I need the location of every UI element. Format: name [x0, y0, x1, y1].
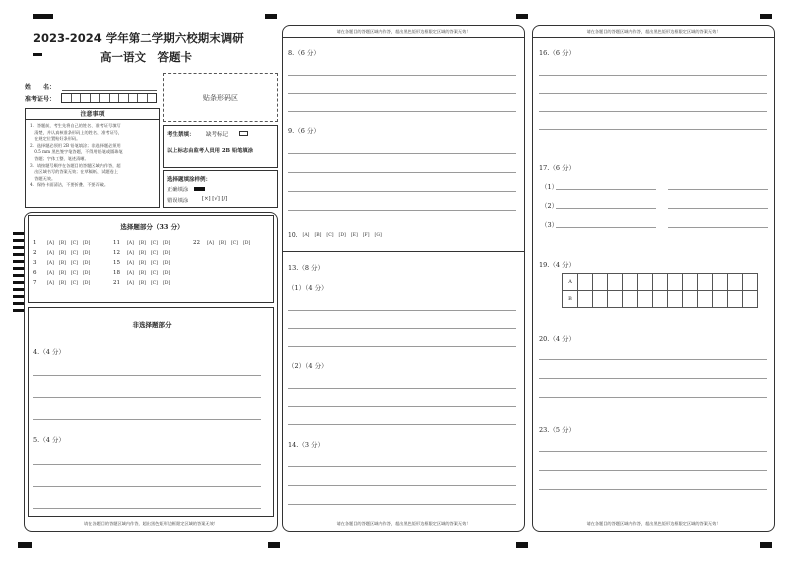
option-bubble[interactable]: [B] — [138, 280, 146, 286]
answer-line[interactable] — [556, 189, 656, 190]
option-bubble[interactable]: [A] — [47, 250, 54, 256]
option-bubble[interactable]: [A] — [47, 260, 54, 266]
grid-cell[interactable] — [623, 291, 638, 308]
question-13-2-label: （2）（4 分） — [288, 362, 328, 370]
mc-question-number: 7 — [33, 280, 37, 286]
answer-line[interactable] — [288, 210, 516, 211]
option-bubble[interactable]: [C] — [70, 240, 78, 246]
answer-line[interactable] — [33, 419, 261, 420]
grid-cell[interactable] — [698, 274, 713, 291]
name-label: 姓 名： — [25, 84, 56, 91]
mc-question-row — [113, 280, 170, 286]
answer-line[interactable] — [539, 451, 767, 452]
middle-answer-panel — [282, 25, 525, 532]
notice-line: 清楚，并认真核准条形码上的姓名、准考证号， — [30, 129, 123, 135]
notice-line: 2．选择题必须用 2B 铅笔填涂；非选择题必须用 — [30, 142, 121, 148]
notice-line: 4．保持卡面清洁，不要折叠、不要弄破。 — [30, 182, 109, 188]
option-bubble[interactable]: [D] — [82, 250, 91, 256]
question-19-grid — [562, 273, 758, 308]
mc-section — [28, 215, 274, 303]
grid-cell[interactable] — [638, 274, 653, 291]
answer-line[interactable] — [539, 93, 767, 94]
option-bubble[interactable]: [B] — [58, 260, 66, 266]
mc-question-row — [33, 250, 90, 256]
positioning-mark — [516, 542, 528, 548]
answer-line[interactable] — [668, 227, 768, 228]
question-19-label: 19.（4 分） — [539, 261, 576, 269]
footer-notice: 请在各题目的答题区域内作答，超出黑色矩形边框限定区域的答案无效！ — [336, 521, 471, 526]
option-bubble[interactable]: [B] — [218, 240, 226, 246]
grid-cell[interactable] — [578, 274, 593, 291]
exam-id-label: 准考证号： — [25, 96, 56, 103]
question-8-label: 8.（6 分） — [288, 49, 320, 57]
option-bubble[interactable]: [A] — [207, 240, 214, 246]
grid-cell[interactable] — [668, 291, 683, 308]
grid-cell[interactable] — [638, 291, 653, 308]
option-bubble[interactable]: [A] — [127, 280, 134, 286]
mc-question-row — [113, 250, 170, 256]
answer-line[interactable] — [288, 485, 516, 486]
absent-mark-label: 缺考标记 — [206, 132, 229, 138]
option-bubble[interactable]: [D] — [242, 240, 251, 246]
answer-line[interactable] — [539, 129, 767, 130]
grid-cell[interactable] — [698, 291, 713, 308]
grid-row-label: A — [563, 274, 578, 291]
option-bubble[interactable]: [B] — [58, 250, 66, 256]
option-bubble[interactable]: [C] — [70, 260, 78, 266]
grid-cell[interactable] — [743, 274, 758, 291]
mc-question-number: 18 — [113, 270, 120, 276]
wrong-fill-label: 错误填涂 — [167, 198, 189, 204]
answer-line[interactable] — [539, 489, 767, 490]
option-bubble[interactable]: [A] — [127, 260, 134, 266]
option-bubble[interactable]: [F] — [362, 233, 370, 238]
barcode-area — [163, 73, 278, 122]
notice-line: 在规定位置贴好条形码。 — [30, 136, 81, 142]
mc-question-row — [33, 280, 90, 286]
exam-title: 2023-2024 学年第二学期六校期末调研 — [33, 31, 244, 45]
mc-question-number: 2 — [33, 250, 37, 256]
mc-question-number: 11 — [113, 240, 120, 246]
option-bubble[interactable]: [B] — [138, 250, 146, 256]
absent-mark-box[interactable] — [239, 131, 248, 136]
answer-line[interactable] — [33, 397, 261, 398]
prohibited-label: 考生禁填： — [167, 132, 195, 138]
option-bubble[interactable]: [A] — [47, 240, 54, 246]
option-bubble[interactable]: [C] — [150, 240, 158, 246]
positioning-mark — [516, 14, 528, 19]
question-10-label: 10. — [288, 232, 298, 239]
grid-cell[interactable] — [743, 291, 758, 308]
divider — [532, 37, 775, 38]
answer-line[interactable] — [668, 208, 768, 209]
footer-notice: 请在各题目的答题区域内作答，超出黑色矩形边框限定区域的答案无效！ — [83, 521, 218, 526]
mc-question-row — [33, 270, 90, 276]
option-bubble[interactable]: [D] — [82, 280, 91, 286]
header-notice: 请在各题目的答题区域内作答，超出黑色矩形边框限定区域的答案无效！ — [336, 29, 471, 34]
answer-line[interactable] — [288, 406, 516, 407]
answer-line[interactable] — [288, 172, 516, 173]
option-bubble[interactable]: [A] — [127, 270, 134, 276]
option-bubble[interactable]: [C] — [150, 250, 158, 256]
positioning-mark — [33, 14, 53, 19]
grid-cell[interactable] — [683, 274, 698, 291]
option-bubble[interactable]: [D] — [162, 270, 171, 276]
option-bubble[interactable]: [E] — [350, 233, 358, 238]
question-17-label: 17.（6 分） — [539, 164, 576, 172]
question-17-3-label: （3） — [541, 221, 559, 229]
mc-question-row — [193, 240, 250, 246]
grid-row-b — [563, 291, 758, 308]
answer-line[interactable] — [539, 111, 767, 112]
answer-line[interactable] — [288, 388, 516, 389]
answer-line[interactable] — [33, 508, 261, 509]
answer-line[interactable] — [33, 464, 261, 465]
wrong-fill-samples: [×] [√] [/] — [202, 196, 228, 202]
proctor-box — [163, 125, 278, 168]
question-23-label: 23.（5 分） — [539, 426, 576, 434]
notice-title: 注意事项 — [26, 109, 159, 120]
answer-line[interactable] — [288, 346, 516, 347]
grid-row-a — [563, 274, 758, 291]
option-bubble[interactable]: [D] — [162, 240, 171, 246]
answer-line[interactable] — [288, 191, 516, 192]
answer-line[interactable] — [556, 227, 656, 228]
option-bubble[interactable]: [A] — [302, 233, 310, 238]
mc-question-number: 6 — [33, 270, 37, 276]
answer-line[interactable] — [539, 75, 767, 76]
answer-line[interactable] — [668, 189, 768, 190]
mc-question-number: 21 — [113, 280, 120, 286]
mc-question-number: 3 — [33, 260, 37, 266]
grid-cell[interactable] — [623, 274, 638, 291]
answer-line[interactable] — [288, 75, 516, 76]
answer-line[interactable] — [539, 397, 767, 398]
option-bubble[interactable]: [A] — [47, 280, 54, 286]
option-bubble[interactable]: [B] — [138, 260, 146, 266]
option-bubble[interactable]: [C] — [150, 270, 158, 276]
answer-line[interactable] — [288, 310, 516, 311]
grid-cell[interactable] — [683, 291, 698, 308]
grid-cell[interactable] — [668, 274, 683, 291]
notice-box — [25, 108, 160, 208]
grid-cell[interactable] — [578, 291, 593, 308]
header-notice: 请在各题目的答题区域内作答，超出黑色矩形边框限定区域的答案无效！ — [586, 29, 721, 34]
answer-line[interactable] — [539, 378, 767, 379]
option-bubble[interactable]: [D] — [82, 270, 91, 276]
option-bubble[interactable]: [D] — [338, 233, 346, 238]
divider — [282, 37, 525, 38]
exam-id-boxes[interactable] — [61, 93, 157, 103]
mc-question-number: 15 — [113, 260, 120, 266]
question-13-label: 13.（8 分） — [288, 264, 325, 272]
mc-question-row — [33, 240, 90, 246]
answer-line[interactable] — [556, 208, 656, 209]
mc-question-row — [113, 260, 170, 266]
grid-cell[interactable] — [608, 274, 623, 291]
notice-line: 3．请按题号顺序在各题目的答题区域内作答，超 — [30, 162, 121, 168]
option-bubble[interactable]: [D] — [82, 260, 91, 266]
answer-line[interactable] — [33, 375, 261, 376]
fill-example-title: 选择题填涂样例： — [167, 177, 212, 183]
answer-line[interactable] — [33, 486, 261, 487]
grid-cell[interactable] — [713, 274, 728, 291]
option-bubble[interactable]: [D] — [82, 240, 91, 246]
answer-line[interactable] — [288, 153, 516, 154]
name-field[interactable] — [62, 90, 157, 91]
option-bubble[interactable]: [A] — [127, 240, 134, 246]
option-bubble[interactable]: [A] — [127, 250, 134, 256]
option-bubble[interactable]: [A] — [47, 270, 54, 276]
notice-line: 1．答题前，考生先将自己的姓名、准考证号填写 — [30, 123, 121, 128]
option-bubble[interactable]: [D] — [162, 250, 171, 256]
mc-title: 选择题部分（33 分） — [120, 223, 184, 231]
mc-question-number: 1 — [33, 240, 37, 246]
question-14-label: 14.（3 分） — [288, 441, 325, 449]
positioning-mark — [33, 53, 42, 56]
grid-cell[interactable] — [653, 274, 668, 291]
mc-question-row — [33, 260, 90, 266]
footer-notice: 请在各题目的答题区域内作答，超出黑色矩形边框限定区域的答案无效！ — [586, 521, 721, 526]
answer-line[interactable] — [288, 424, 516, 425]
notice-line: 0.5 mm 黑色签字笔答题，不得用铅笔或圆珠笔 — [30, 149, 123, 155]
positioning-mark — [760, 542, 772, 548]
option-bubble[interactable]: [G] — [374, 233, 382, 238]
grid-cell[interactable] — [728, 274, 743, 291]
mc-question-number: 22 — [193, 240, 200, 246]
grid-cell[interactable] — [728, 291, 743, 308]
question-17-2-label: （2） — [541, 202, 559, 210]
option-bubble[interactable]: [C] — [150, 260, 158, 266]
option-bubble[interactable]: [B] — [138, 240, 146, 246]
question-20-label: 20.（4 分） — [539, 335, 576, 343]
divider — [282, 251, 525, 252]
notice-line: 出区域书写的答案无效；在草稿纸、试题卷上 — [30, 169, 118, 175]
grid-cell[interactable] — [608, 291, 623, 308]
option-bubble[interactable]: [C] — [230, 240, 238, 246]
option-bubble[interactable]: [B] — [58, 240, 66, 246]
mc-question-row — [113, 270, 170, 276]
correct-fill-label: 正确填涂 — [167, 187, 189, 193]
option-bubble[interactable]: [C] — [70, 250, 78, 256]
answer-card-title: 高一语文 答题卡 — [100, 50, 192, 64]
option-bubble[interactable]: [C] — [150, 280, 158, 286]
answer-line[interactable] — [288, 328, 516, 329]
option-bubble[interactable]: [B] — [58, 280, 66, 286]
positioning-mark — [268, 542, 280, 548]
option-bubble[interactable]: [C] — [70, 270, 78, 276]
option-bubble[interactable]: [D] — [162, 280, 171, 286]
question-13-1-label: （1）（4 分） — [288, 284, 328, 292]
grid-cell[interactable] — [653, 291, 668, 308]
option-bubble[interactable]: [B] — [314, 233, 322, 238]
question-16-label: 16.（6 分） — [539, 49, 576, 57]
positioning-mark — [760, 14, 772, 19]
answer-line[interactable] — [288, 504, 516, 505]
question-17-1-label: （1） — [541, 183, 559, 191]
grid-cell[interactable] — [593, 291, 608, 308]
question-4-label: 4.（4 分） — [33, 348, 65, 356]
notice-line: 答题无效。 — [30, 175, 56, 181]
option-bubble[interactable]: [C] — [326, 233, 334, 238]
positioning-mark — [265, 14, 277, 19]
question-9-label: 9.（6 分） — [288, 127, 320, 135]
grid-cell[interactable] — [713, 291, 728, 308]
mc-question-number: 12 — [113, 250, 120, 256]
proctor-note: 以上标志由监考人员用 2B 铅笔填涂 — [167, 148, 254, 154]
answer-line[interactable] — [539, 470, 767, 471]
option-bubble[interactable]: [B] — [58, 270, 66, 276]
answer-line[interactable] — [288, 111, 516, 112]
question-5-label: 5.（4 分） — [33, 436, 65, 444]
mc-question-row — [113, 240, 170, 246]
option-bubble[interactable]: [D] — [162, 260, 171, 266]
option-bubble[interactable]: [B] — [138, 270, 146, 276]
answer-line[interactable] — [288, 93, 516, 94]
correct-fill-sample — [194, 187, 205, 191]
question-10-options — [288, 232, 382, 239]
positioning-mark — [18, 542, 32, 548]
answer-line[interactable] — [288, 466, 516, 467]
grid-cell[interactable] — [593, 274, 608, 291]
notice-line: 答题；字体工整、笔迹清晰。 — [30, 155, 89, 161]
answer-line[interactable] — [539, 359, 767, 360]
barcode-label: 贴条形码区 — [203, 93, 238, 102]
grid-row-label: B — [563, 291, 578, 308]
notice-list — [26, 120, 159, 192]
option-bubble[interactable]: [C] — [70, 280, 78, 286]
fill-example-box — [163, 170, 278, 208]
non-mc-title: 非选择题部分 — [132, 321, 172, 329]
